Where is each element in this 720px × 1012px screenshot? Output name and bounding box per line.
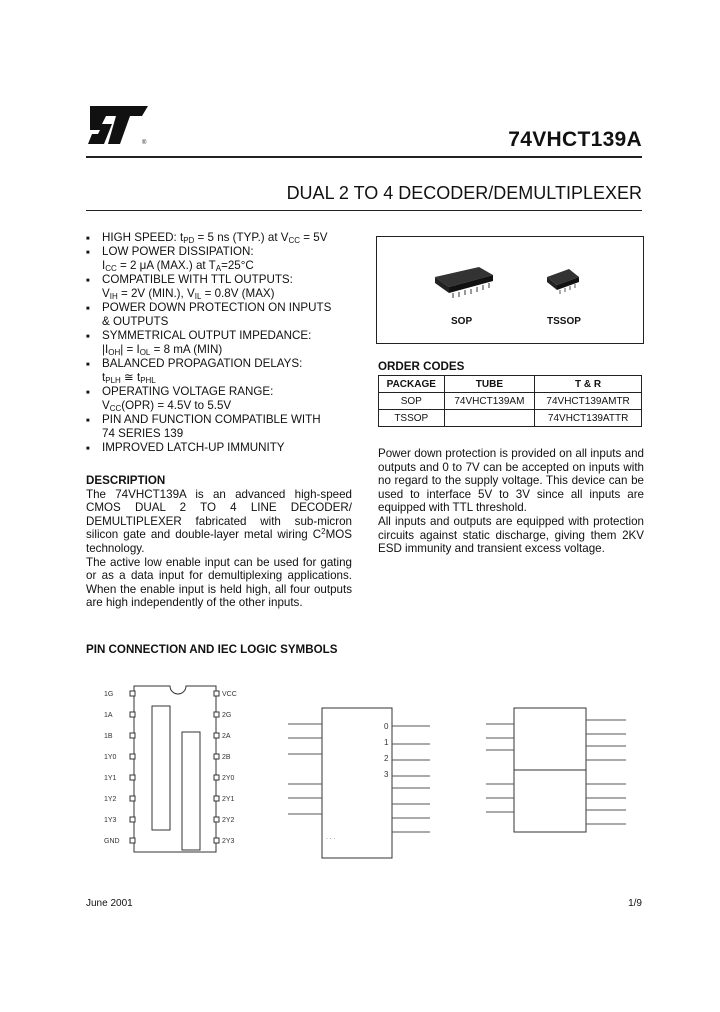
footer-page-number: 1/9: [628, 898, 642, 909]
dip-pin-label: 2G: [222, 712, 232, 719]
svg-text:®: ®: [142, 140, 147, 146]
protection-text: [378, 447, 644, 556]
logic-symbols-svg: [100, 680, 660, 870]
iec-output-label: 2: [384, 754, 389, 763]
feature-item: ■ COMPATIBLE WITH TTL OUTPUTS: $V_{IH} = 2V$ (MIN.), $V_{IL} = 0.8V$ (MAX): [86, 273, 293, 301]
header-divider: [86, 156, 642, 158]
description-section: [86, 474, 352, 610]
table-cell: 74VHCT139AMTR: [535, 393, 642, 410]
table-cell: 74VHCT139ATTR: [535, 410, 642, 427]
iec-symbol-2: [486, 708, 626, 832]
feature-item: ■ BALANCED PROPAGATION DELAYS: $t_{PLH}$ ≅ $t_{PHL}$: [86, 357, 303, 385]
pin-connection-heading: PIN CONNECTION AND IEC LOGIC SYMBOLS: [86, 643, 338, 656]
dip-pin-label: 1B: [104, 733, 113, 740]
description-paragraph: The active low enable input can be used for gating or as a data input for demultiplexing applications. When the enable input is held high, all four outputs are high independently of the other inputs.: [86, 555, 352, 610]
dip-pin: [130, 754, 135, 759]
column-header: TUBE: [444, 376, 535, 393]
dip-pin-label: VCC: [222, 691, 237, 698]
feature-item: ■ HIGH SPEED: $t_{PD} = 5$ ns (TYP.) at $V_{CC} = 5V$: [86, 231, 328, 245]
document-subtitle: DUAL 2 TO 4 DECODER/DEMULTIPLEXER: [286, 183, 642, 203]
description-heading: DESCRIPTION: [86, 474, 166, 487]
dip-pin-label: 2Y2: [222, 817, 235, 824]
feature-item: ■ POWER DOWN PROTECTION ON INPUTS & OUTPUTS: [86, 301, 332, 328]
dip-pin-label: 1Y0: [104, 754, 117, 761]
st-logo: [86, 100, 152, 148]
dip-pin: [214, 691, 219, 696]
feature-list: [86, 231, 356, 455]
dip-pin-label: 2A: [222, 733, 231, 740]
pin-connection-diagram: [100, 680, 660, 870]
table-row: [379, 410, 642, 427]
dip-pin-label: 1Y2: [104, 796, 117, 803]
dip-pin: [130, 838, 135, 843]
footer-date: June 2001: [86, 898, 133, 909]
dip-pin: [130, 817, 135, 822]
dip-pin-label: 1Y1: [104, 775, 117, 782]
table-header-row: [379, 376, 642, 393]
dip-package: [134, 686, 216, 852]
esd-paragraph: All inputs and outputs are equipped with protection circuits against static discharge, giving them 2KV ESD immunity and transient excess voltage.: [378, 514, 644, 556]
package-images-box: [376, 236, 644, 344]
dip-pin: [214, 733, 219, 738]
dip-pin-label: 2Y1: [222, 796, 235, 803]
subtitle-divider: [86, 210, 642, 211]
dip-pin: [130, 712, 135, 717]
sop-package-image: [429, 261, 499, 301]
feature-item: ■ SYMMETRICAL OUTPUT IMPEDANCE: $|I_{OH}| = I_{OL} = 8$ mA (MIN): [86, 329, 312, 357]
description-paragraph: The 74VHCT139A is an advanced high-speed CMOS DUAL 2 TO 4 LINE DECODER/ DEMULTIPLEXER fabricated with sub-micron silicon gate and double-layer metal wiring $C^2MOS$ technology.: [86, 487, 352, 555]
feature-item: ■ OPERATING VOLTAGE RANGE: $V_{CC}(OPR) = 4.5V$ to 5.5V: [86, 385, 274, 413]
dip-pin-label: 1Y3: [104, 817, 117, 824]
dip-pin: [214, 838, 219, 843]
dip-left-pins: [104, 691, 135, 845]
column-header: T & R: [535, 376, 642, 393]
dip-pin-label: 2Y3: [222, 838, 235, 845]
decorative-code: · · ·: [326, 836, 336, 842]
tssop-package-image: [543, 265, 583, 299]
table-row: [379, 393, 642, 410]
dip-pin-label: 1A: [104, 712, 113, 719]
dip-pin-label: 1G: [104, 691, 114, 698]
table-cell: 74VHCT139AM: [444, 393, 535, 410]
part-number: 74VHCT139A: [508, 128, 642, 151]
tssop-label: TSSOP: [547, 316, 581, 327]
iec-symbol-1: [288, 708, 430, 858]
iec-output-label: 1: [384, 738, 389, 747]
dip-right-pins: [214, 691, 237, 845]
order-codes-table: [378, 375, 642, 427]
feature-item: ■ IMPROVED LATCH-UP IMMUNITY: [86, 441, 285, 454]
table-cell: SOP: [379, 393, 445, 410]
order-codes-heading: ORDER CODES: [378, 360, 465, 373]
dip-pin: [130, 796, 135, 801]
dip-pin: [214, 754, 219, 759]
dip-pin: [130, 733, 135, 738]
iec-output-label: 0: [384, 722, 389, 731]
dip-pin: [130, 691, 135, 696]
protection-paragraph: Power down protection is provided on all inputs and outputs and 0 to 7V can be accepted on inputs with no regard to the supply voltage. This device can be used to interface 5V to 3V since all inputs are equipped with TTL threshold.: [378, 447, 644, 515]
dip-pin: [214, 712, 219, 717]
dip-pin-label: 2B: [222, 754, 231, 761]
dip-pin-label: GND: [104, 838, 120, 845]
table-cell: [444, 410, 535, 427]
table-cell: TSSOP: [379, 410, 445, 427]
column-header: PACKAGE: [379, 376, 445, 393]
sop-label: SOP: [451, 316, 473, 327]
feature-item: ■ PIN AND FUNCTION COMPATIBLE WITH 74 SERIES 139: [86, 413, 321, 440]
iec-output-label: 3: [384, 770, 389, 779]
feature-item: ■ LOW POWER DISSIPATION: $I_{CC} = 2$ μA (MAX.) at $T_A=25^\circ C$: [86, 245, 254, 273]
dip-pin: [214, 775, 219, 780]
dip-pin: [130, 775, 135, 780]
dip-pin-label: 2Y0: [222, 775, 235, 782]
dip-pin: [214, 817, 219, 822]
iec-symbol-1-output-labels: [384, 722, 389, 779]
dip-pin: [214, 796, 219, 801]
